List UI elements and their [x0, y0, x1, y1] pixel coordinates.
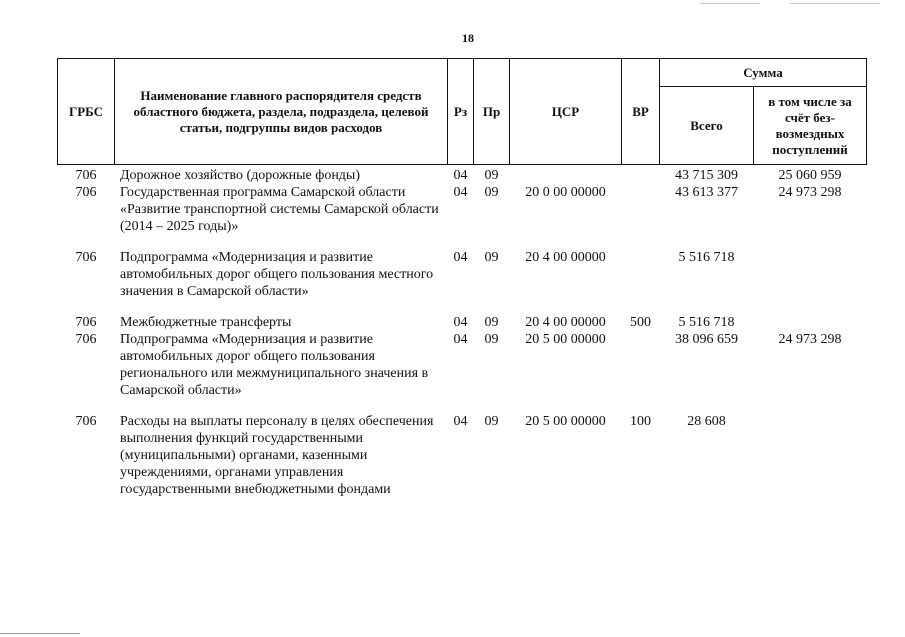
cell-rz: 04	[453, 414, 468, 429]
cell-name: Дорожное хозяйство (дорожные фонды)	[120, 168, 361, 183]
cell-name: Подпрограмма «Модернизация и развитие автомобильных дорог общего пользования местного значения в Самарской области»	[120, 250, 434, 299]
cell-name: Государственная программа Самарской области «Развитие транспортной системы Самарской области (2014 – 2025 годы)»	[120, 185, 439, 234]
header-pr: Пр	[474, 59, 510, 165]
cell-csr: 20 4 00 00000	[525, 315, 606, 330]
cell-vr: 500	[630, 315, 651, 330]
table-row	[58, 331, 867, 413]
cell-total: 43 715 309	[675, 168, 738, 183]
cell-rz: 04	[453, 185, 468, 200]
cell-rz: 04	[453, 250, 468, 265]
cell-grbs: 706	[75, 168, 97, 183]
cell-rz: 04	[453, 332, 468, 347]
scan-artifact-line	[790, 3, 880, 4]
cell-grbs: 706	[75, 250, 97, 265]
budget-table-container	[57, 58, 867, 498]
cell-grbs: 706	[75, 185, 97, 200]
cell-pr: 09	[484, 332, 499, 347]
header-grbs: ГРБС	[58, 59, 115, 165]
cell-total: 5 516 718	[678, 315, 735, 330]
cell-free: 24 973 298	[778, 332, 842, 347]
cell-total: 5 516 718	[678, 250, 735, 265]
cell-total: 38 096 659	[675, 332, 738, 347]
cell-csr	[510, 165, 622, 185]
cell-free	[754, 413, 867, 498]
header-name: Наименование главного распорядителя средств областного бюджета, раздела, подраздела, целевой статьи, подгруппы видов расходов	[115, 59, 448, 165]
cell-vr	[622, 165, 660, 185]
table-row	[58, 184, 867, 249]
cell-free	[754, 249, 867, 314]
header-free: в том числе за счёт без-возмездных поступлений	[754, 87, 867, 165]
cell-name: Подпрограмма «Модернизация и развитие автомобильных дорог общего пользования регионального или межмуниципального значения в Самарской области»	[120, 332, 429, 398]
table-row	[58, 165, 867, 185]
scan-artifact-line	[0, 633, 80, 634]
cell-pr: 09	[484, 250, 499, 265]
table-row	[58, 249, 867, 314]
scan-artifact-line	[700, 3, 760, 4]
header-rz: Рз	[448, 59, 474, 165]
cell-free: 24 973 298	[778, 185, 842, 200]
header-csr: ЦСР	[510, 59, 622, 165]
table-row	[58, 413, 867, 498]
cell-grbs: 706	[75, 332, 97, 347]
cell-total: 43 613 377	[675, 185, 738, 200]
cell-free	[754, 314, 867, 331]
header-sum: Сумма	[660, 59, 867, 87]
page-number: 18	[462, 31, 474, 45]
cell-csr: 20 5 00 00000	[525, 332, 606, 347]
cell-name: Межбюджетные трансферты	[120, 315, 292, 330]
table-header	[58, 59, 867, 165]
header-vr: ВР	[622, 59, 660, 165]
cell-vr	[622, 184, 660, 249]
cell-free: 25 060 959	[778, 168, 842, 183]
cell-csr: 20 4 00 00000	[525, 250, 606, 265]
cell-vr	[622, 331, 660, 413]
cell-pr: 09	[484, 315, 499, 330]
cell-grbs: 706	[75, 414, 97, 429]
cell-grbs: 706	[75, 315, 97, 330]
cell-vr	[622, 249, 660, 314]
cell-csr: 20 5 00 00000	[525, 414, 606, 429]
budget-table	[57, 58, 867, 498]
cell-total: 28 608	[687, 414, 726, 429]
cell-csr: 20 0 00 00000	[525, 185, 606, 200]
table-row	[58, 314, 867, 331]
cell-rz: 04	[453, 315, 468, 330]
cell-pr: 09	[484, 414, 499, 429]
cell-rz: 04	[453, 168, 468, 183]
cell-vr: 100	[630, 414, 651, 429]
cell-pr: 09	[484, 168, 499, 183]
cell-pr: 09	[484, 185, 499, 200]
header-total: Всего	[660, 87, 754, 165]
cell-name: Расходы на выплаты персоналу в целях обеспечения выполнения функций государственными (муниципальными) органами, казенными учреждениями, органами управления государственными внебюджетными фондами	[120, 414, 434, 497]
table-body	[58, 165, 867, 499]
